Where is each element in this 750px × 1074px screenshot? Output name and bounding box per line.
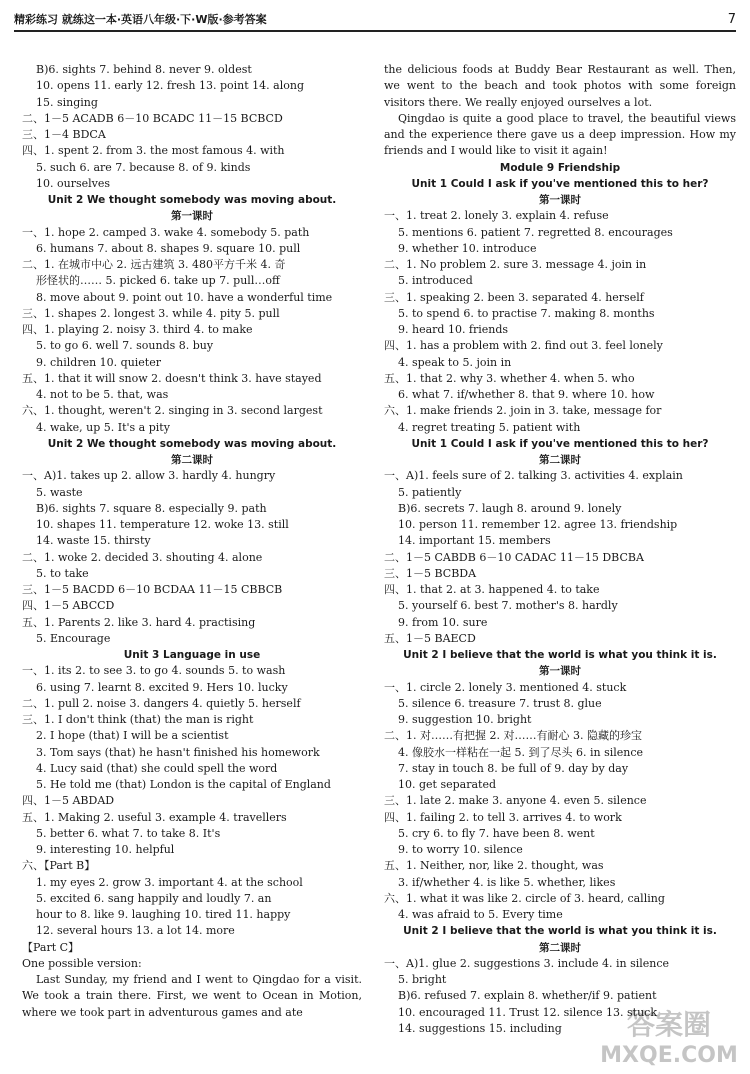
- section-heading: Unit 2 We thought somebody was moving about.: [47, 437, 337, 450]
- answer-line: 5. introduced: [398, 274, 473, 288]
- answer-line: hour to 8. like 9. laughing 10. tired 11. happy: [36, 908, 291, 921]
- answer-line: B)6. sights 7. behind 8. never 9. oldest: [36, 63, 252, 76]
- answer-line: 一、A)1. takes up 2. allow 3. hardly 4. hungry: [22, 469, 276, 483]
- answer-line: 三、1. shapes 2. longest 3. while 4. pity 5. pull: [22, 306, 280, 320]
- answer-line: 4. was afraid to 5. Every time: [398, 908, 563, 921]
- answer-line: 12. several hours 13. a lot 14. more: [36, 924, 235, 938]
- answer-line: 5. to take: [36, 566, 89, 580]
- answer-line: 四、1. spent 2. from 3. the most famous 4. with: [22, 144, 285, 158]
- answer-line: 9. children 10. quieter: [36, 355, 161, 369]
- answer-line: 二、1. pull 2. noise 3. dangers 4. quietly 5. herself: [22, 696, 301, 710]
- answer-line: 4. regret treating 5. patient with: [398, 420, 581, 434]
- watermark-line1: 答案圈: [626, 1008, 712, 1041]
- answer-line: 3. Tom says (that) he hasn't finished his homework: [36, 745, 320, 759]
- answer-line: 一、1. hope 2. camped 3. wake 4. somebody 5. path: [22, 225, 310, 239]
- section-heading: Unit 1 Could I ask if you've mentioned this to her?: [411, 177, 709, 190]
- answer-line: 14. waste 15. thirsty: [36, 534, 151, 548]
- answer-line: 14. suggestions 15. including: [398, 1021, 562, 1035]
- answer-line: 【Part C】: [22, 940, 80, 954]
- answer-line: 二、1－5 ACADB 6－10 BCADC 11－15 BCBCD: [22, 111, 283, 125]
- answer-line: 5. yourself 6. best 7. mother's 8. hardly: [398, 599, 618, 613]
- answer-line: 五、1. Making 2. useful 3. example 4. travellers: [22, 810, 287, 824]
- answer-line: 3. if/whether 4. is like 5. whether, likes: [398, 875, 616, 889]
- answer-line: 二、1－5 CABDB 6－10 CADAC 11－15 DBCBA: [384, 550, 644, 564]
- right-column: [384, 62, 736, 1037]
- answer-line: 5. to go 6. well 7. sounds 8. buy: [36, 339, 214, 353]
- answer-line: 三、1－5 BCBDA: [384, 566, 477, 580]
- answer-line: 9. suggestion 10. bright: [398, 713, 532, 726]
- answer-line: 5. He told me (that) London is the capital of England: [36, 778, 331, 791]
- page-header: [14, 6, 736, 32]
- answer-line: 9. whether 10. introduce: [398, 241, 537, 255]
- section-heading: Unit 2 I believe that the world is what you think it is.: [403, 649, 717, 661]
- site-watermark-logo: [594, 1000, 744, 1070]
- answer-line: 六、1. make friends 2. join in 3. take, message for: [384, 404, 662, 418]
- answer-line: 5. such 6. are 7. because 8. of 9. kinds: [36, 160, 251, 174]
- answer-line: 5. mentions 6. patient 7. regretted 8. encourages: [398, 225, 673, 239]
- answer-line: One possible version:: [22, 956, 142, 970]
- answer-line: 8. move about 9. point out 10. have a wonderful time: [36, 290, 333, 304]
- answer-line: 10. shapes 11. temperature 12. woke 13. still: [36, 518, 289, 531]
- answer-line: 形怪状的…… 5. picked 6. take up 7. pull…off: [36, 274, 280, 288]
- section-heading: 第一课时: [171, 210, 213, 223]
- answer-line: 9. heard 10. friends: [398, 323, 509, 336]
- essay-paragraph: Last Sunday, my friend and I went to Qingdao for a visit. We took a train there. First, we went to Ocean in Motion, where we took part in adventurous games and ate: [22, 973, 362, 1019]
- answer-line: 4. speak to 5. join in: [398, 355, 512, 369]
- book-title: 精彩练习 就练这一本·英语八年级·下·W版·参考答案: [14, 13, 267, 26]
- answer-line: 三、1－5 BACDD 6－10 BCDAA 11－15 CBBCB: [22, 583, 283, 596]
- section-heading: Module 9 Friendship: [499, 161, 621, 174]
- answer-line: 六、1. thought, weren't 2. singing in 3. second largest: [22, 404, 323, 418]
- answer-line: 二、1. No problem 2. sure 3. message 4. join in: [384, 258, 647, 271]
- watermark-line2: MXQE.COM: [600, 1043, 738, 1068]
- section-heading: 第二课时: [539, 454, 581, 466]
- answer-line: 5. silence 6. treasure 7. trust 8. glue: [398, 696, 602, 710]
- answer-line: 15. singing: [36, 95, 98, 109]
- essay-continuation: the delicious foods at Buddy Bear Restaurant as well. Then, we went to the beach and took photos with some foreign visitors there. We really enjoyed ourselves a lot.: [384, 63, 736, 109]
- answer-line: 10. ourselves: [36, 176, 110, 190]
- answer-line: B)6. secrets 7. laugh 8. around 9. lonely: [398, 501, 622, 515]
- answer-line: 五、1－5 BAECD: [384, 631, 476, 645]
- answer-line: 五、1. Neither, nor, like 2. thought, was: [384, 859, 604, 873]
- answer-line: 五、1. Parents 2. like 3. hard 4. practising: [22, 615, 256, 629]
- answer-line: 5. bright: [398, 973, 447, 986]
- answer-line: 2. I hope (that) I will be a scientist: [36, 729, 229, 743]
- answer-line: 10. person 11. remember 12. agree 13. friendship: [398, 518, 678, 531]
- answer-line: 三、1. late 2. make 3. anyone 4. even 5. silence: [384, 794, 647, 808]
- page-number: 7: [727, 12, 736, 27]
- answer-line: 四、1. has a problem with 2. find out 3. feel lonely: [384, 339, 663, 353]
- answer-line: 7. stay in touch 8. be full of 9. day by day: [398, 761, 629, 775]
- answer-line: B)6. refused 7. explain 8. whether/if 9. patient: [398, 989, 657, 1003]
- answer-line: 5. patiently: [398, 485, 462, 499]
- answer-line: 10. get separated: [398, 778, 497, 791]
- answer-line: 9. interesting 10. helpful: [36, 843, 175, 856]
- answer-line: 5. better 6. what 7. to take 8. It's: [36, 826, 221, 840]
- section-heading: 第一课时: [539, 665, 581, 678]
- answer-line: 5. cry 6. to fly 7. have been 8. went: [398, 826, 595, 840]
- answer-line: 5. excited 6. sang happily and loudly 7. an: [36, 891, 272, 905]
- answer-line: 9. from 10. sure: [398, 615, 488, 629]
- answer-line: 六、【Part B】: [22, 859, 96, 873]
- answer-line: 一、A)1. glue 2. suggestions 3. include 4. in silence: [384, 956, 670, 970]
- answer-line: 一、1. its 2. to see 3. to go 4. sounds 5. to wash: [22, 664, 286, 678]
- section-heading: Unit 2 I believe that the world is what you think it is.: [403, 925, 717, 938]
- answer-line: 4. wake, up 5. It's a pity: [36, 420, 170, 434]
- answer-line: 三、1－4 BDCA: [22, 128, 106, 141]
- answer-line: 三、1. I don't think (that) the man is right: [22, 713, 254, 726]
- section-heading: 第二课时: [171, 454, 213, 466]
- answer-line: 四、1. failing 2. to tell 3. arrives 4. to work: [384, 810, 622, 824]
- section-heading: Unit 1 Could I ask if you've mentioned this to her?: [411, 437, 709, 450]
- answer-line: 二、1. 对……有把握 2. 对……有耐心 3. 隐藏的珍宝: [384, 729, 642, 743]
- answer-line: 10. opens 11. early 12. fresh 13. point 14. along: [36, 79, 304, 93]
- answer-line: 五、1. that 2. why 3. whether 4. when 5. who: [384, 371, 635, 385]
- left-column: [22, 62, 362, 1021]
- answer-line: 三、1. speaking 2. been 3. separated 4. herself: [384, 290, 644, 304]
- answer-line: 14. important 15. members: [398, 534, 551, 548]
- answer-line: 一、1. treat 2. lonely 3. explain 4. refuse: [384, 209, 609, 223]
- answer-line: 四、1. playing 2. noisy 3. third 4. to make: [22, 323, 253, 336]
- section-heading: Unit 3 Language in use: [123, 649, 261, 661]
- answer-line: 5. waste: [36, 485, 83, 499]
- answer-line: 4. 像胶水一样粘在一起 5. 到了尽头 6. in silence: [398, 745, 644, 759]
- answer-line: 4. Lucy said (that) she could spell the word: [36, 761, 278, 775]
- answer-line: 5. to spend 6. to practise 7. making 8. months: [398, 306, 655, 320]
- section-heading: Unit 2 We thought somebody was moving about.: [47, 194, 337, 206]
- answer-line: 1. my eyes 2. grow 3. important 4. at the school: [36, 875, 303, 889]
- section-heading: 第二课时: [539, 941, 581, 954]
- section-heading: 第一课时: [539, 194, 581, 206]
- answer-line: 6. using 7. learnt 8. excited 9. Hers 10. lucky: [36, 680, 288, 694]
- answer-line: 一、1. circle 2. lonely 3. mentioned 4. stuck: [384, 680, 627, 694]
- answer-line: 9. to worry 10. silence: [398, 843, 523, 856]
- answer-line: 二、1. woke 2. decided 3. shouting 4. alone: [22, 550, 263, 564]
- essay-closing-paragraph: Qingdao is quite a good place to travel, the beautiful views and the experience there gave us a deep impression. How my friends and I would like to visit it again!: [384, 111, 736, 158]
- answer-line: 五、1. that it will snow 2. doesn't think 3. have stayed: [22, 371, 322, 385]
- answer-line: 6. what 7. if/whether 8. that 9. where 10. how: [398, 388, 655, 401]
- answer-line: 10. encouraged 11. Trust 12. silence 13. stuck: [398, 1005, 657, 1019]
- answer-line: 二、1. 在城市中心 2. 远古建筑 3. 480平方千米 4. 奇: [22, 258, 286, 271]
- answer-line: 4. not to be 5. that, was: [36, 388, 169, 401]
- answer-line: 一、A)1. feels sure of 2. talking 3. activities 4. explain: [384, 469, 683, 483]
- answer-line: 5. Encourage: [36, 631, 111, 645]
- answer-line: B)6. sights 7. square 8. especially 9. path: [36, 501, 267, 515]
- answer-line: 四、1. that 2. at 3. happened 4. to take: [384, 583, 600, 596]
- answer-line: 四、1－5 ABCCD: [22, 599, 115, 613]
- answer-line: 6. humans 7. about 8. shapes 9. square 10. pull: [36, 241, 301, 255]
- answer-line: 四、1－5 ABDAD: [22, 794, 115, 808]
- answer-line: 六、1. what it was like 2. circle of 3. heard, calling: [384, 891, 665, 905]
